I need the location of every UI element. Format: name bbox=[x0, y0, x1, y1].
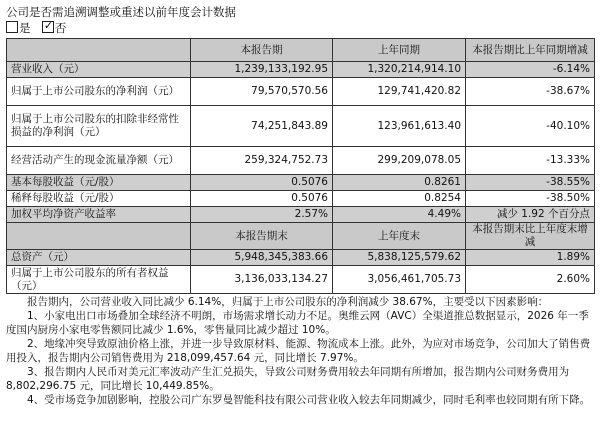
option-yes-label: 是 bbox=[19, 21, 31, 35]
row-label: 归属于上市公司股东的净利润（元） bbox=[7, 78, 191, 106]
cell-value: 74,251,843.89 bbox=[191, 106, 333, 147]
cell-value: 4.49% bbox=[333, 207, 466, 223]
cell-value: -13.33% bbox=[466, 147, 595, 175]
table2-header-row bbox=[7, 223, 595, 250]
cell-value: -38.67% bbox=[466, 78, 595, 106]
cell-value: 299,209,078.05 bbox=[333, 147, 466, 175]
cell-value: -38.50% bbox=[466, 191, 595, 207]
table-row bbox=[7, 175, 595, 191]
summary-paragraph: 报告期内，公司营业收入同比减少 6.14%，归属于上市公司股东的净利润减少 38.67%，主要受以下因素影响： bbox=[27, 296, 549, 308]
cell-value: 3,136,033,134.27 bbox=[191, 266, 333, 294]
table-row bbox=[7, 207, 595, 223]
header-change: 本报告期末比上年度末增减 bbox=[466, 223, 595, 250]
option-no-label: 否 bbox=[54, 21, 67, 35]
row-label: 营业收入（元） bbox=[7, 62, 191, 78]
cell-value: 0.5076 bbox=[191, 191, 333, 207]
table-row bbox=[7, 78, 595, 106]
cell-value: 2.57% bbox=[191, 207, 333, 223]
cell-value: 123,961,613.40 bbox=[333, 106, 466, 147]
note-item-1: 1、小家电出口市场叠加全球经济不明朗，市场需求增长动力不足。奥维云网（AVC）全渠道推总数据显示，2026 年一季度国内厨房小家电零售额同比减少 1.6%，零售量同比减少超过 10%。 bbox=[6, 310, 589, 336]
cell-value: 1,239,133,192.95 bbox=[191, 62, 333, 78]
table-row bbox=[7, 250, 595, 266]
row-label: 加权平均净资产收益率 bbox=[7, 207, 191, 223]
header-change: 本报告期比上年同期增减 bbox=[466, 39, 595, 62]
restatement-options bbox=[6, 21, 66, 35]
table-row bbox=[7, 147, 595, 175]
header-period-end: 本报告期末 bbox=[191, 223, 333, 250]
cell-value: 79,570,570.56 bbox=[191, 78, 333, 106]
checkbox-no[interactable] bbox=[42, 21, 54, 33]
table-row bbox=[7, 266, 595, 294]
cell-value: 3,056,461,705.73 bbox=[333, 266, 466, 294]
table-row bbox=[7, 106, 595, 147]
checkbox-yes[interactable] bbox=[6, 21, 18, 33]
cell-value: 1.89% bbox=[466, 250, 595, 266]
cell-value: 减少 1.92 个百分点 bbox=[466, 207, 595, 223]
cell-value: 5,838,125,579.62 bbox=[333, 250, 466, 266]
row-label: 稀释每股收益（元/股） bbox=[7, 191, 191, 207]
cell-value: 1,320,214,914.10 bbox=[333, 62, 466, 78]
row-label: 归属于上市公司股东的扣除非经常性损益的净利润（元） bbox=[7, 106, 191, 147]
restatement-question: 公司是否需追溯调整或重述以前年度会计数据 bbox=[6, 5, 236, 19]
cell-value: 0.5076 bbox=[191, 175, 333, 191]
header-prior-period: 上年同期 bbox=[333, 39, 466, 62]
note-item-2: 2、地缘冲突导致原油价格上涨，并进一步导致原材料、能源、物流成本上涨。此外，为应对市场竞争，公司加大了销售费用投入，报告期内公司销售费用为 218,099,457.64 元，同比增长 7.97%。 bbox=[6, 338, 591, 364]
cell-value: 0.8254 bbox=[333, 191, 466, 207]
cell-value: 259,324,752.73 bbox=[191, 147, 333, 175]
cell-value: 5,948,345,383.66 bbox=[191, 250, 333, 266]
header-prior-year-end: 上年度末 bbox=[333, 223, 466, 250]
row-label: 总资产（元） bbox=[7, 250, 191, 266]
cell-value: -6.14% bbox=[466, 62, 595, 78]
header-blank bbox=[7, 223, 191, 250]
header-current-period: 本报告期 bbox=[191, 39, 333, 62]
cell-value: 129,741,420.82 bbox=[333, 78, 466, 106]
header-blank bbox=[7, 39, 191, 62]
row-label: 归属于上市公司股东的所有者权益（元） bbox=[7, 266, 191, 294]
row-label: 基本每股收益（元/股） bbox=[7, 175, 191, 191]
note-item-4: 4、受市场竞争加剧影响，控股公司广东罗曼智能科技有限公司营业收入较去年同期减少，同时毛利率也较同期有所下降。 bbox=[27, 394, 591, 406]
cell-value: 0.8261 bbox=[333, 175, 466, 191]
financial-data-table bbox=[6, 38, 595, 294]
cell-value: -40.10% bbox=[466, 106, 595, 147]
table-row bbox=[7, 62, 595, 78]
cell-value: -38.55% bbox=[466, 175, 595, 191]
note-item-3: 3、报告期内人民币对美元汇率波动产生汇兑损失，导致公司财务费用较去年同期有所增加，报告期内公司财务费用为 8,802,296.75 元，同比增长 10,449.85%。 bbox=[6, 366, 570, 392]
row-label: 经营活动产生的现金流量净额（元） bbox=[7, 147, 191, 175]
table-row bbox=[7, 191, 595, 207]
cell-value: 2.60% bbox=[466, 266, 595, 294]
table1-header-row bbox=[7, 39, 595, 62]
